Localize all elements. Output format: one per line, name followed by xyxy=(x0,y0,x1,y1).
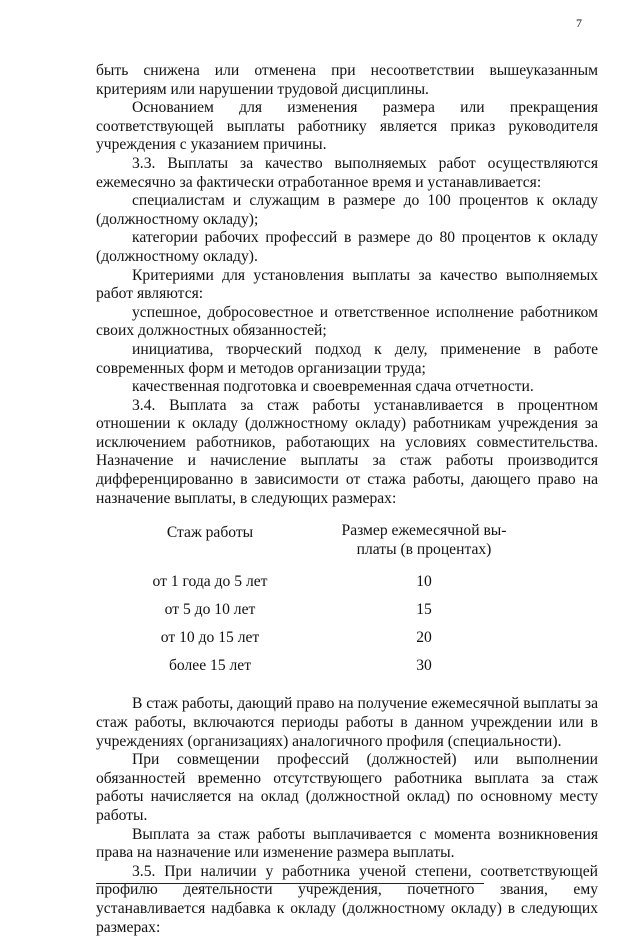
paragraph: При совмещении профессий (должностей) или выполнении обязанностей временно отсутствующего работника выплата за стаж работы начисляется на оклад (должностной оклад) по основному месту работы. xyxy=(96,751,598,824)
table-row xyxy=(96,601,598,629)
percent-cell: 15 xyxy=(416,601,432,619)
paragraph: 3.4. Выплата за стаж работы устанавливается в процентном отношении к окладу (должностному окладу) работникам учреждения за исключением работников, работающих на условиях совместительства. Назначение и начисление выплаты за стаж работы производится дифференцированно в зависимости от стажа работы, дающего право на назначение выплаты, в следующих размерах: xyxy=(96,396,598,507)
paragraph: 3.3. Выплаты за качество выполняемых работ осуществляются ежемесячно за фактически отработанное время и устанавливается: xyxy=(96,154,598,191)
period-cell: от 10 до 15 лет xyxy=(160,629,260,647)
paragraphs-top xyxy=(96,62,598,508)
percent-cell: 20 xyxy=(416,629,432,647)
period-cell: от 1 года до 5 лет xyxy=(152,573,268,591)
page-number: 7 xyxy=(576,16,582,30)
percent-cell: 10 xyxy=(416,573,432,591)
paragraph: Основанием для изменения размера или прекращения соответствующей выплаты работнику является приказ руководителя учреждения с указанием причины. xyxy=(96,99,598,154)
header-razmer-line1: Размер ежемесячной вы- xyxy=(341,522,507,540)
table-header-row xyxy=(96,522,598,559)
paragraph: успешное, добросовестное и ответственное исполнение работником своих должностных обязанностей; xyxy=(96,303,598,340)
paragraph: качественная подготовка и своевременная сдача отчетности. xyxy=(132,378,534,396)
table-row xyxy=(96,629,598,657)
paragraph: быть снижена или отменена при несоответствии вышеуказанным критериям или нарушении трудовой дисциплины. xyxy=(96,62,598,98)
header-stazh: Стаж работы xyxy=(166,524,254,542)
footer-rule xyxy=(96,883,484,884)
period-cell: от 5 до 10 лет xyxy=(164,601,256,619)
document-body xyxy=(96,62,598,937)
paragraph: Выплата за стаж работы выплачивается с момента возникновения права на назначение или изменение размера выплаты. xyxy=(96,825,598,862)
paragraph: категории рабочих профессий в размере до 80 процентов к окладу (должностному окладу). xyxy=(96,229,598,265)
period-cell: более 15 лет xyxy=(168,657,252,675)
stazh-table xyxy=(96,522,598,685)
paragraph: специалистам и служащим в размере до 100 процентов к окладу (должностному окладу); xyxy=(96,192,598,228)
table-row xyxy=(96,573,598,601)
paragraph: 3.5. При наличии у работника ученой степени, соответствующей профилю деятельности учреждения, почетного звания, ему устанавливается надбавка к окладу (должностному окладу) в следующих размерах: xyxy=(96,862,598,936)
header-razmer-line2: платы (в процентах) xyxy=(356,540,492,558)
table-row xyxy=(96,657,598,685)
paragraphs-bottom xyxy=(96,695,598,937)
paragraph: инициатива, творческий подход к делу, применение в работе современных форм и методов организации труда; xyxy=(96,340,598,377)
percent-cell: 30 xyxy=(416,657,432,675)
paragraph: В стаж работы, дающий право на получение ежемесячной выплаты за стаж работы, включаются периоды работы в данном учреждении или в учреждениях (организациях) аналогичного профиля (специальности). xyxy=(96,695,598,750)
paragraph: Критериями для установления выплаты за качество выполняемых работ являются: xyxy=(96,266,598,303)
header-razmer xyxy=(324,522,524,559)
